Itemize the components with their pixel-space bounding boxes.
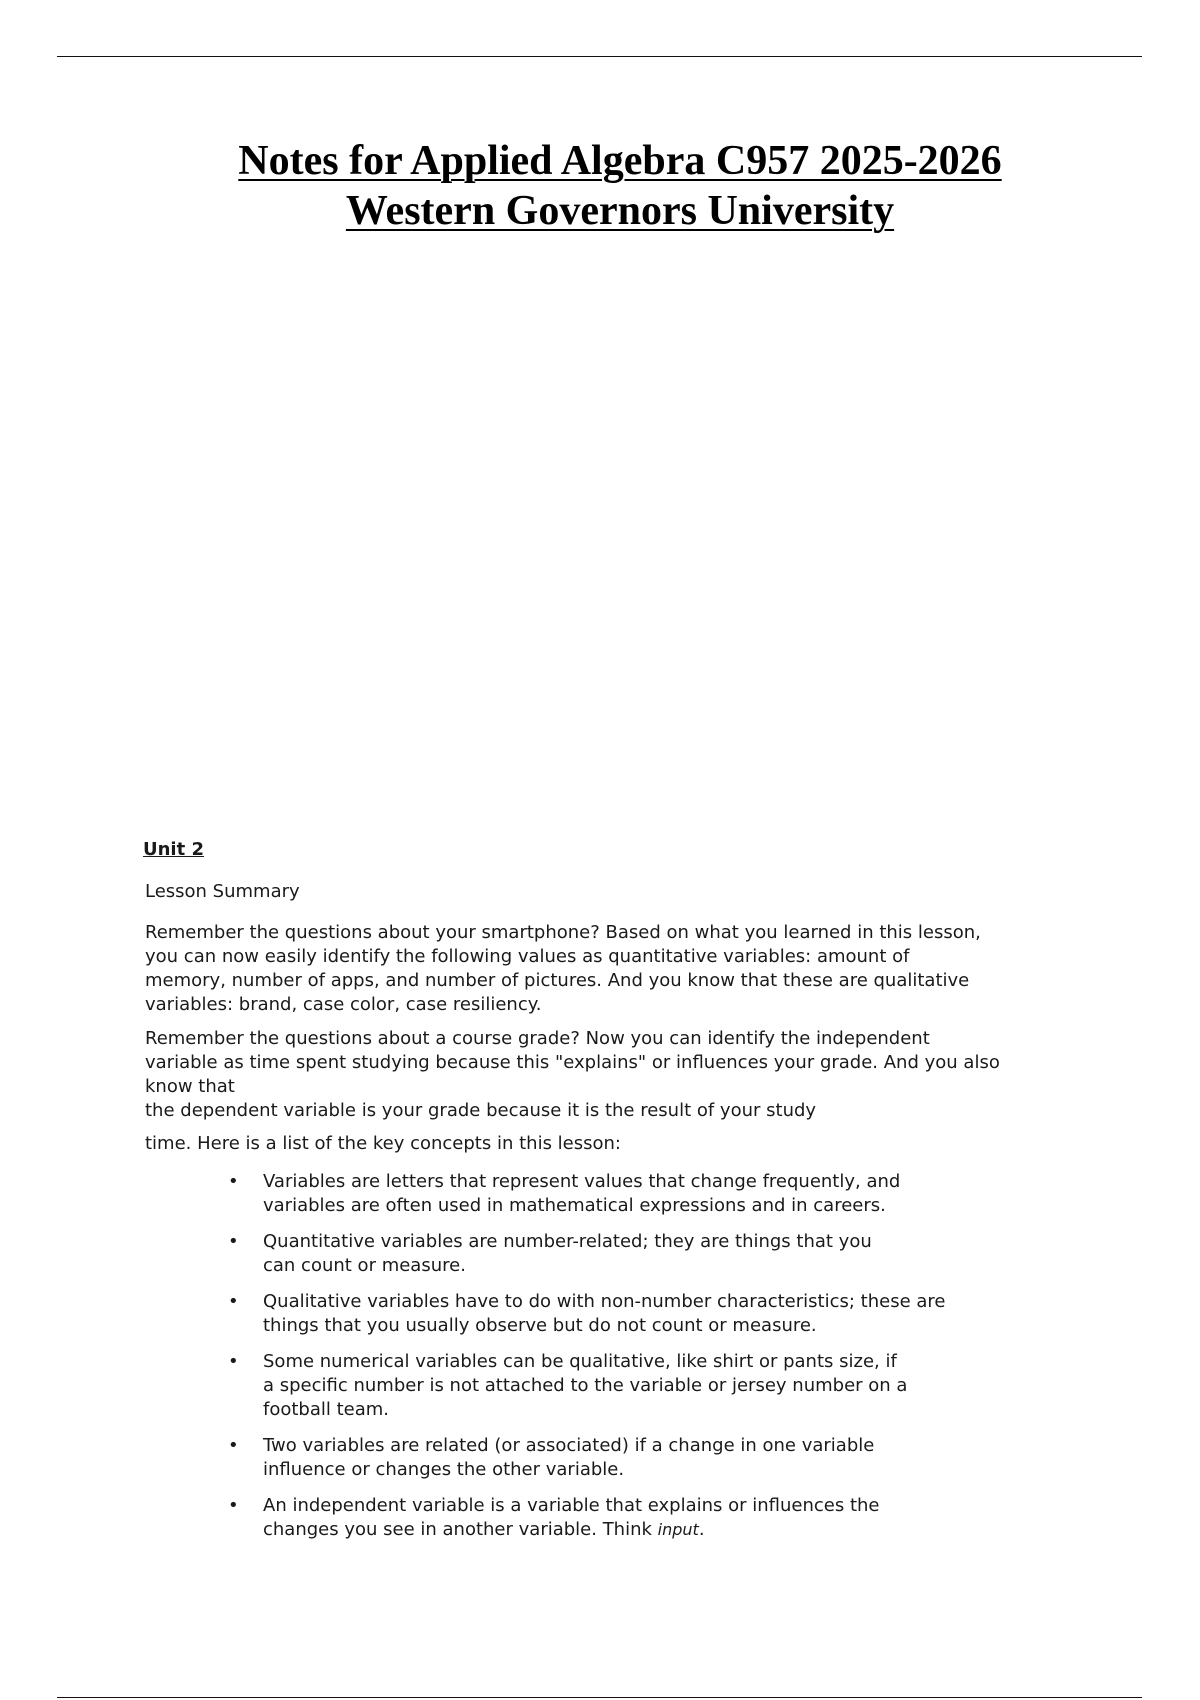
list-item-line: An independent variable is a variable that explains or influences the	[263, 1495, 880, 1516]
document-body	[145, 838, 1095, 1554]
list-item-line: can count or measure.	[263, 1255, 466, 1276]
paragraph-line: the dependent variable is your grade because it is the result of your study	[145, 1100, 817, 1121]
paragraph-line: know that	[145, 1076, 235, 1097]
key-concepts-intro: time. Here is a list of the key concepts in this lesson:	[145, 1133, 621, 1154]
bottom-rule	[57, 1697, 1142, 1698]
paragraph-course-grade	[145, 1027, 1095, 1123]
list-item-line: Qualitative variables have to do with non-number characteristics; these are	[263, 1291, 946, 1312]
paragraph-line: variables: brand, case color, case resiliency.	[145, 994, 542, 1015]
bullet-icon: •	[228, 1351, 239, 1372]
bullet-icon: •	[228, 1231, 239, 1252]
list-item-line: Some numerical variables can be qualitative, like shirt or pants size, if	[263, 1351, 897, 1372]
list-item-text: changes you see in another variable. Think	[263, 1519, 658, 1540]
bullet-icon: •	[228, 1291, 239, 1312]
list-item-line: Two variables are related (or associated) if a change in one variable	[263, 1435, 875, 1456]
list-item	[228, 1290, 1033, 1338]
unit-heading: Unit 2	[143, 839, 204, 860]
list-item-line: Variables are letters that represent values that change frequently, and	[263, 1171, 901, 1192]
bullet-icon: •	[228, 1171, 239, 1192]
lesson-summary-heading: Lesson Summary	[145, 881, 300, 902]
document-title	[0, 136, 1200, 236]
list-item-line: a specific number is not attached to the variable or jersey number on a	[263, 1375, 908, 1396]
top-rule	[57, 56, 1142, 57]
title-line-1: Notes for Applied Algebra C957 2025-2026	[238, 138, 1002, 184]
paragraph-line: Remember the questions about your smartphone? Based on what you learned in this lesson,	[145, 922, 981, 943]
list-item-line: influence or changes the other variable.	[263, 1459, 625, 1480]
list-item	[228, 1170, 1033, 1218]
bullet-icon: •	[228, 1495, 239, 1516]
title-line-2: Western Governors University	[345, 188, 895, 234]
list-item	[228, 1230, 1033, 1278]
list-item	[228, 1350, 1033, 1422]
list-item-line: variables are often used in mathematical expressions and in careers.	[263, 1195, 886, 1216]
paragraph-line: Remember the questions about a course grade? Now you can identify the independent	[145, 1028, 930, 1049]
list-item-line: football team.	[263, 1399, 390, 1420]
bullet-icon: •	[228, 1435, 239, 1456]
list-item-line: Quantitative variables are number-related; they are things that you	[263, 1231, 872, 1252]
paragraph-smartphone	[145, 921, 1095, 1017]
paragraph-line: variable as time spent studying because this "explains" or influences your grade. And you also	[145, 1052, 1000, 1073]
list-item-line	[263, 1518, 1033, 1542]
paragraph-line: memory, number of apps, and number of pictures. And you know that these are qualitative	[145, 970, 970, 991]
list-item	[228, 1434, 1033, 1482]
key-concepts-list	[145, 1170, 1033, 1542]
list-item	[228, 1494, 1033, 1542]
list-item-line: things that you usually observe but do not count or measure.	[263, 1315, 817, 1336]
paragraph-line: you can now easily identify the following values as quantitative variables: amount of	[145, 946, 910, 967]
list-item-text: .	[698, 1519, 705, 1540]
italic-term: input	[657, 1520, 699, 1539]
